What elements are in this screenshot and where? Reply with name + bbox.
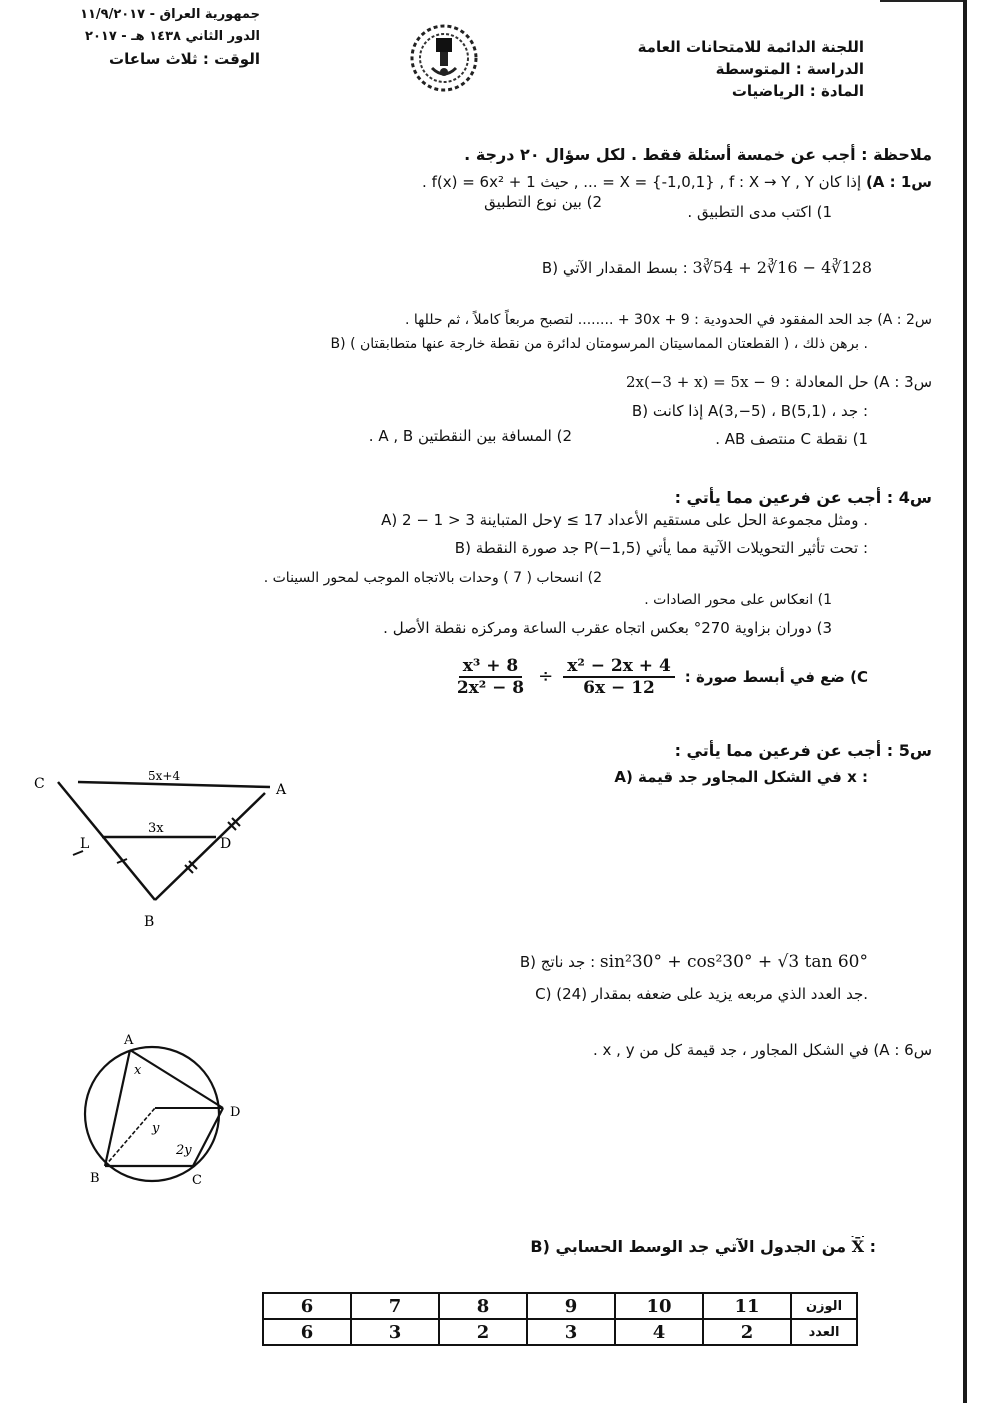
fig5-label-c: C <box>34 776 45 792</box>
fig5-label-a: A <box>276 782 287 798</box>
q4-title: س4 : أجب عن فرعين مما يأتي : <box>674 488 932 507</box>
q5-b-math: sin²30° + cos²30° + √3 tan 60° <box>599 952 868 972</box>
fig5-label-l: L <box>80 836 90 852</box>
table-cell: 7 <box>351 1293 439 1319</box>
table-cell: 4 <box>615 1319 703 1345</box>
q6-b-colon: : <box>869 1237 876 1256</box>
fig6-label-a: A <box>124 1033 134 1048</box>
q4-c-frac1-den: 2x² − 8 <box>456 678 525 698</box>
fig5-mid-segment: 3x <box>148 821 164 836</box>
fig6-label-d: D <box>230 1105 241 1120</box>
q1-label: س1 : A) <box>865 173 932 191</box>
table-cell: 10 <box>615 1293 703 1319</box>
fig6-label-b: B <box>90 1171 100 1186</box>
table-cell: 6 <box>263 1319 351 1345</box>
fig5-label-b: B <box>144 914 155 930</box>
q6-b-text: B) من الجدول الآتي جد الوسط الحسابي <box>530 1237 847 1256</box>
fig6-angle-y: y <box>152 1121 160 1136</box>
q6-part-a: س6 : A) في الشكل المجاور ، جد قيمة كل من x , y . <box>592 1041 932 1059</box>
header-left <box>20 4 260 70</box>
q1-part-b <box>542 258 872 278</box>
q5-part-c: C) جد العدد الذي مربعه يزيد على ضعفه بمقدار (24). <box>535 985 868 1003</box>
q4-c-fraction-2 <box>563 656 675 698</box>
page-border-top <box>880 0 967 2</box>
header-country-date: جمهورية العراق - ١١/٩/٢٠١٧ <box>80 7 260 22</box>
circle-figure <box>60 1026 270 1191</box>
table-row-weights <box>263 1293 857 1319</box>
emblem-icon <box>408 22 480 94</box>
q2-part-b: B) ( القطعتان المماسيتان المرسومتان لدائرة من نقطة خارجة عنها متطابقتان ) ، برهن ذلك . <box>330 336 868 352</box>
q4-c-operator: ÷ <box>538 666 554 687</box>
table-row-counts <box>263 1319 857 1345</box>
header-session: الدور الثاني ١٤٣٨ هـ - ٢٠١٧ <box>85 29 260 44</box>
header-time: الوقت : ثلاث ساعات <box>109 50 260 68</box>
table-cell: 3 <box>351 1319 439 1345</box>
q5-b-text: B) جد ناتج : <box>519 953 596 971</box>
q6-b-symbol: X̄ <box>851 1237 865 1256</box>
table-cell: 8 <box>439 1293 527 1319</box>
triangle-figure <box>20 760 310 930</box>
q4-c-frac2-num: x² − 2x + 4 <box>563 656 675 678</box>
q4-part-c <box>453 656 868 698</box>
table-row-label: الوزن <box>791 1293 857 1319</box>
q3-b-sub2: 2) المسافة بين النقطتين A , B . <box>368 427 572 445</box>
table-cell: 6 <box>263 1293 351 1319</box>
exam-note: ملاحظة : أجب عن خمسة أسئلة فقط . لكل سؤال ٢٠ درجة . <box>464 145 932 164</box>
header-subject: المادة : الرياضيات <box>731 82 864 100</box>
q1-a-sub1: 1) اكتب مدى التطبيق . <box>687 203 832 221</box>
q3-a-math: 2x(−3 + x) = 5x − 9 <box>626 373 781 391</box>
page-border-right <box>963 0 967 1403</box>
table-cell: 3 <box>527 1319 615 1345</box>
q4-c-text: C) ضع في أبسط صورة : <box>684 668 868 686</box>
fig5-label-d: D <box>220 836 232 852</box>
table-cell: 9 <box>527 1293 615 1319</box>
q4-part-a: A) حل المتباينة 3 < 1 − 2y ≤ 17 ومثل مجموعة الحل على مستقيم الأعداد . <box>381 511 868 529</box>
frequency-table <box>262 1292 858 1346</box>
q3-part-a <box>626 372 932 392</box>
q5-title: س5 : أجب عن فرعين مما يأتي : <box>674 741 932 760</box>
header-right <box>638 36 864 102</box>
q4-b-sub3: 3) دوران بزاوية 270° بعكس اتجاه عقرب الساعة ومركزه نقطة الأصل . <box>383 619 832 637</box>
header-level: الدراسة : المتوسطة <box>715 60 864 78</box>
fig5-top-segment: 5x+4 <box>148 769 181 783</box>
q4-c-frac1-num: x³ + 8 <box>459 656 523 678</box>
q1-b-math: 3∛54 + 2∛16 − 4∛128 <box>692 258 872 277</box>
q4-b-sub2: 2) انسحاب ( 7 ) وحدات بالاتجاه الموجب لمحور السينات . <box>263 570 602 586</box>
q3-a-text: س3 : A) حل المعادلة : <box>784 373 932 391</box>
table-cell: 2 <box>439 1319 527 1345</box>
q3-b-sub1: 1) نقطة C منتصف AB . <box>715 430 868 448</box>
q1-a-text: إذا كان X = {-1,0,1} , f : X → Y , Y = ... , حيث f(x) = 6x² + 1 . <box>422 173 862 191</box>
q4-c-frac2-den: 6x − 12 <box>583 678 655 698</box>
fig6-label-c: C <box>192 1173 202 1188</box>
q5-part-b <box>520 952 868 972</box>
q6-part-b <box>530 1236 876 1258</box>
fig6-angle-2y: 2y <box>176 1143 192 1158</box>
q4-b-sub1: 1) انعكاس على محور الصادات . <box>644 592 832 608</box>
header-committee: اللجنة الدائمة للامتحانات العامة <box>637 38 864 56</box>
q1-a-sub2: 2) بين نوع التطبيق <box>484 193 602 211</box>
q1-b-text: B) بسط المقدار الآتي : <box>541 259 688 277</box>
q5-part-a: A) في الشكل المجاور جد قيمة x : <box>614 768 868 786</box>
q4-part-b: B) جد صورة النقطة P(−1,5) تحت تأثير التحويلات الآتية مما يأتي : <box>454 539 868 557</box>
table-cell: 2 <box>703 1319 791 1345</box>
q4-c-fraction-1 <box>453 656 528 698</box>
q1-part-a <box>422 172 932 192</box>
q3-part-b: B) إذا كانت A(3,−5) ، B(5,1) ، جد : <box>631 402 868 420</box>
table-cell: 11 <box>703 1293 791 1319</box>
table-row-label: العدد <box>791 1319 857 1345</box>
fig6-angle-x: x <box>134 1063 142 1078</box>
q2-part-a: س2 : A) جد الحد المفقود في الحدودية : 9 + 30x + ........ لتصبح مربعاً كاملاً ، ثم حللها . <box>405 312 932 328</box>
